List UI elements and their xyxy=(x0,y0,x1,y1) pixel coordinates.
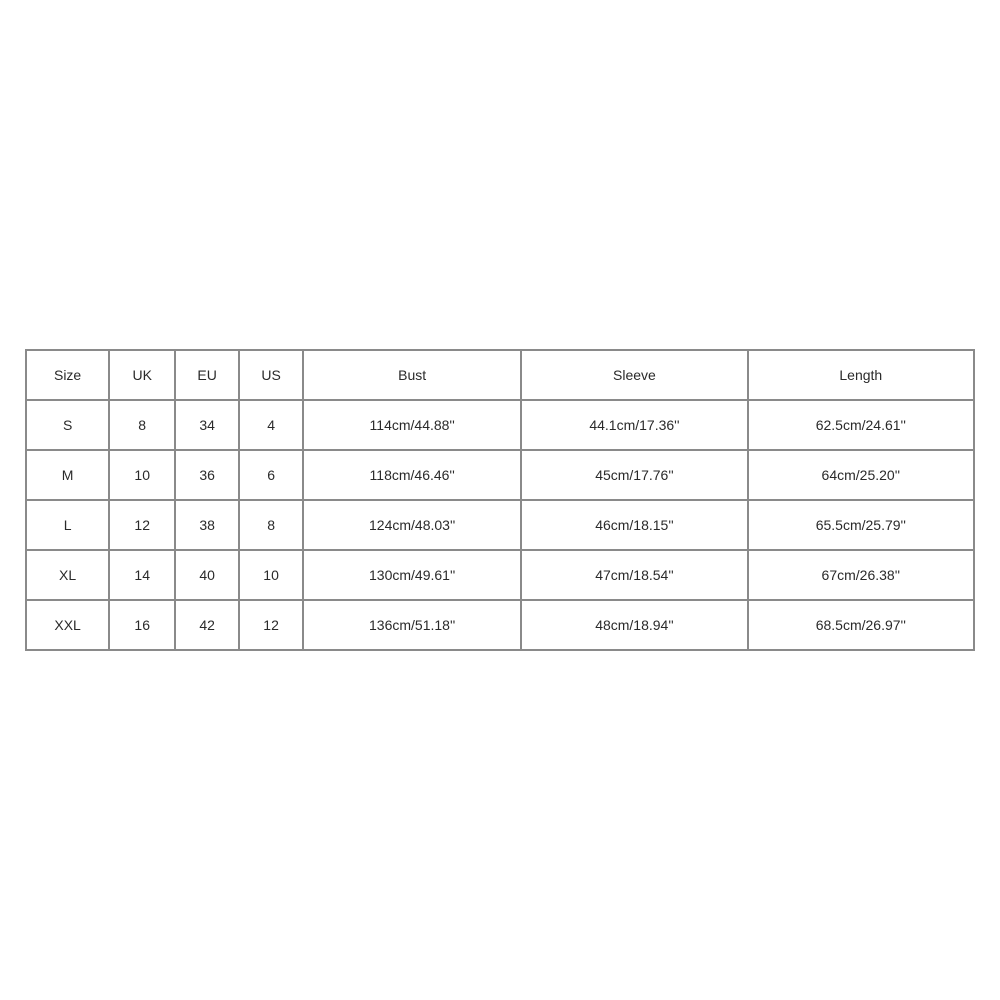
cell-uk: 14 xyxy=(110,551,176,601)
cell-uk: 8 xyxy=(110,401,176,451)
cell-size: XXL xyxy=(27,601,110,651)
cell-sleeve: 47cm/18.54'' xyxy=(522,551,748,601)
cell-eu: 36 xyxy=(176,451,240,501)
header-bust: Bust xyxy=(304,351,522,401)
cell-eu: 38 xyxy=(176,501,240,551)
cell-bust: 118cm/46.46'' xyxy=(304,451,522,501)
table-row xyxy=(27,501,975,551)
cell-us: 4 xyxy=(240,401,304,451)
cell-us: 12 xyxy=(240,601,304,651)
cell-sleeve: 45cm/17.76'' xyxy=(522,451,748,501)
cell-length: 64cm/25.20'' xyxy=(749,451,975,501)
cell-size: S xyxy=(27,401,110,451)
cell-us: 10 xyxy=(240,551,304,601)
cell-size: L xyxy=(27,501,110,551)
cell-length: 65.5cm/25.79'' xyxy=(749,501,975,551)
cell-bust: 136cm/51.18'' xyxy=(304,601,522,651)
size-chart-table xyxy=(25,349,975,651)
cell-sleeve: 46cm/18.15'' xyxy=(522,501,748,551)
cell-uk: 16 xyxy=(110,601,176,651)
header-eu: EU xyxy=(176,351,240,401)
cell-bust: 124cm/48.03'' xyxy=(304,501,522,551)
cell-size: M xyxy=(27,451,110,501)
cell-us: 6 xyxy=(240,451,304,501)
table-row xyxy=(27,551,975,601)
cell-eu: 40 xyxy=(176,551,240,601)
cell-eu: 34 xyxy=(176,401,240,451)
cell-size: XL xyxy=(27,551,110,601)
cell-length: 67cm/26.38'' xyxy=(749,551,975,601)
cell-bust: 130cm/49.61'' xyxy=(304,551,522,601)
cell-length: 62.5cm/24.61'' xyxy=(749,401,975,451)
table-row xyxy=(27,601,975,651)
cell-length: 68.5cm/26.97'' xyxy=(749,601,975,651)
cell-bust: 114cm/44.88'' xyxy=(304,401,522,451)
cell-us: 8 xyxy=(240,501,304,551)
cell-sleeve: 44.1cm/17.36'' xyxy=(522,401,748,451)
table-header-row xyxy=(27,351,975,401)
table-row xyxy=(27,451,975,501)
header-length: Length xyxy=(749,351,975,401)
cell-uk: 10 xyxy=(110,451,176,501)
header-us: US xyxy=(240,351,304,401)
header-uk: UK xyxy=(110,351,176,401)
cell-sleeve: 48cm/18.94'' xyxy=(522,601,748,651)
cell-eu: 42 xyxy=(176,601,240,651)
header-sleeve: Sleeve xyxy=(522,351,748,401)
cell-uk: 12 xyxy=(110,501,176,551)
table-row xyxy=(27,401,975,451)
header-size: Size xyxy=(27,351,110,401)
